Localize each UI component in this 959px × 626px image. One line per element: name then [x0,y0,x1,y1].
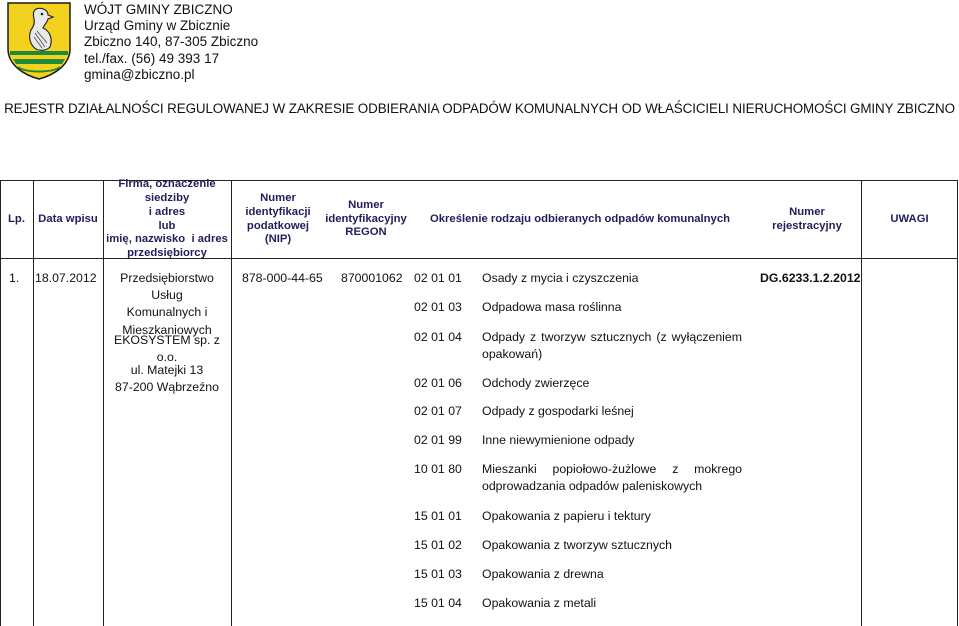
waste-description: Odpady z gospodarki leśnej [482,404,634,418]
waste-code: 02 01 99 [414,433,462,447]
entry-company-name: Przedsiębiorstwo Usług Komunalnych i Mieszkaniowych [120,271,214,337]
office-address [84,2,258,83]
waste-code: 02 01 04 [414,330,462,344]
waste-description: Mieszanki popiołowo-żużlowe z mokrego odprowadzania odpadów paleniskowych [482,462,742,493]
table-border [957,180,958,626]
address-line-4: tel./fax. (56) 49 393 17 [84,50,220,66]
waste-code: 15 01 01 [414,509,462,523]
table-header [0,180,958,259]
entry-registration-number: DG.6233.1.2.2012 [760,271,861,285]
waste-code: 15 01 03 [414,567,462,581]
col-header-regon: Numer identyfikacyjny REGON [325,198,407,239]
entry-date: 18.07.2012 [35,271,97,285]
waste-code: 02 01 01 [414,271,462,285]
document-title: REJESTR DZIAŁALNOŚCI REGULOWANEJ W ZAKRESIE ODBIERANIA ODPADÓW KOMUNALNYCH OD WŁAŚCICIELI NIERUCHOMOŚCI GMINY ZBICZNO [4,101,955,116]
col-header-registration: Numer rejestracyjny [772,205,842,232]
waste-description: Odpadowa masa roślinna [482,300,622,314]
table-border [0,180,1,626]
col-header-nip: Numer identyfikacji podatkowej (NIP) [245,191,311,246]
waste-code: 10 01 80 [414,462,462,476]
col-header-waste: Określenie rodzaju odbieranych odpadów komunalnych [429,212,731,225]
entry-company-short: EKOSYSTEM sp. z o.o. [114,333,220,364]
table-divider [33,180,34,626]
col-header-lp: Lp. [8,212,25,225]
table-divider [231,180,232,626]
waste-code: 15 01 04 [414,596,462,610]
col-header-date: Data wpisu [38,212,98,225]
waste-description: Odchody zwierzęce [482,376,590,390]
entry-regon: 870001062 [341,271,403,285]
table-divider [861,180,862,626]
waste-code: 15 01 02 [414,538,462,552]
waste-description: Opakowania z papieru i tektury [482,509,651,523]
address-line-3: Zbiczno 140, 87-305 Zbiczno [84,34,259,50]
address-email: gmina@zbiczno.pl [84,66,195,82]
col-header-company: Firma, oznaczenie siedziby i adres lub imię, nazwisko i adres przedsiębiorcy [106,178,228,260]
entry-lp: 1. [9,271,20,285]
waste-description: Opakowania z drewna [482,567,604,581]
coat-of-arms-logo [6,1,72,80]
address-line-1: WÓJT GMINY ZBICZNO [84,2,233,17]
address-line-2: Urząd Gminy w Zbicznie [84,18,231,34]
waste-code: 02 01 06 [414,376,462,390]
waste-description: Odpady z tworzyw sztucznych (z wyłączeniem opakowań) [482,330,742,361]
waste-description: Inne niewymienione odpady [482,433,635,447]
col-header-remarks: UWAGI [890,212,929,225]
waste-description: Opakowania z tworzyw sztucznych [482,538,672,552]
waste-description: Osady z mycia i czyszczenia [482,271,639,285]
waste-description: Opakowania z metali [482,596,597,610]
table-divider [103,180,104,626]
entry-nip: 878-000-44-65 [242,271,323,285]
waste-code: 02 01 07 [414,404,462,418]
entry-address: ul. Matejki 13 87-200 Wąbrzeźno [115,363,219,394]
waste-code: 02 01 03 [414,300,462,314]
